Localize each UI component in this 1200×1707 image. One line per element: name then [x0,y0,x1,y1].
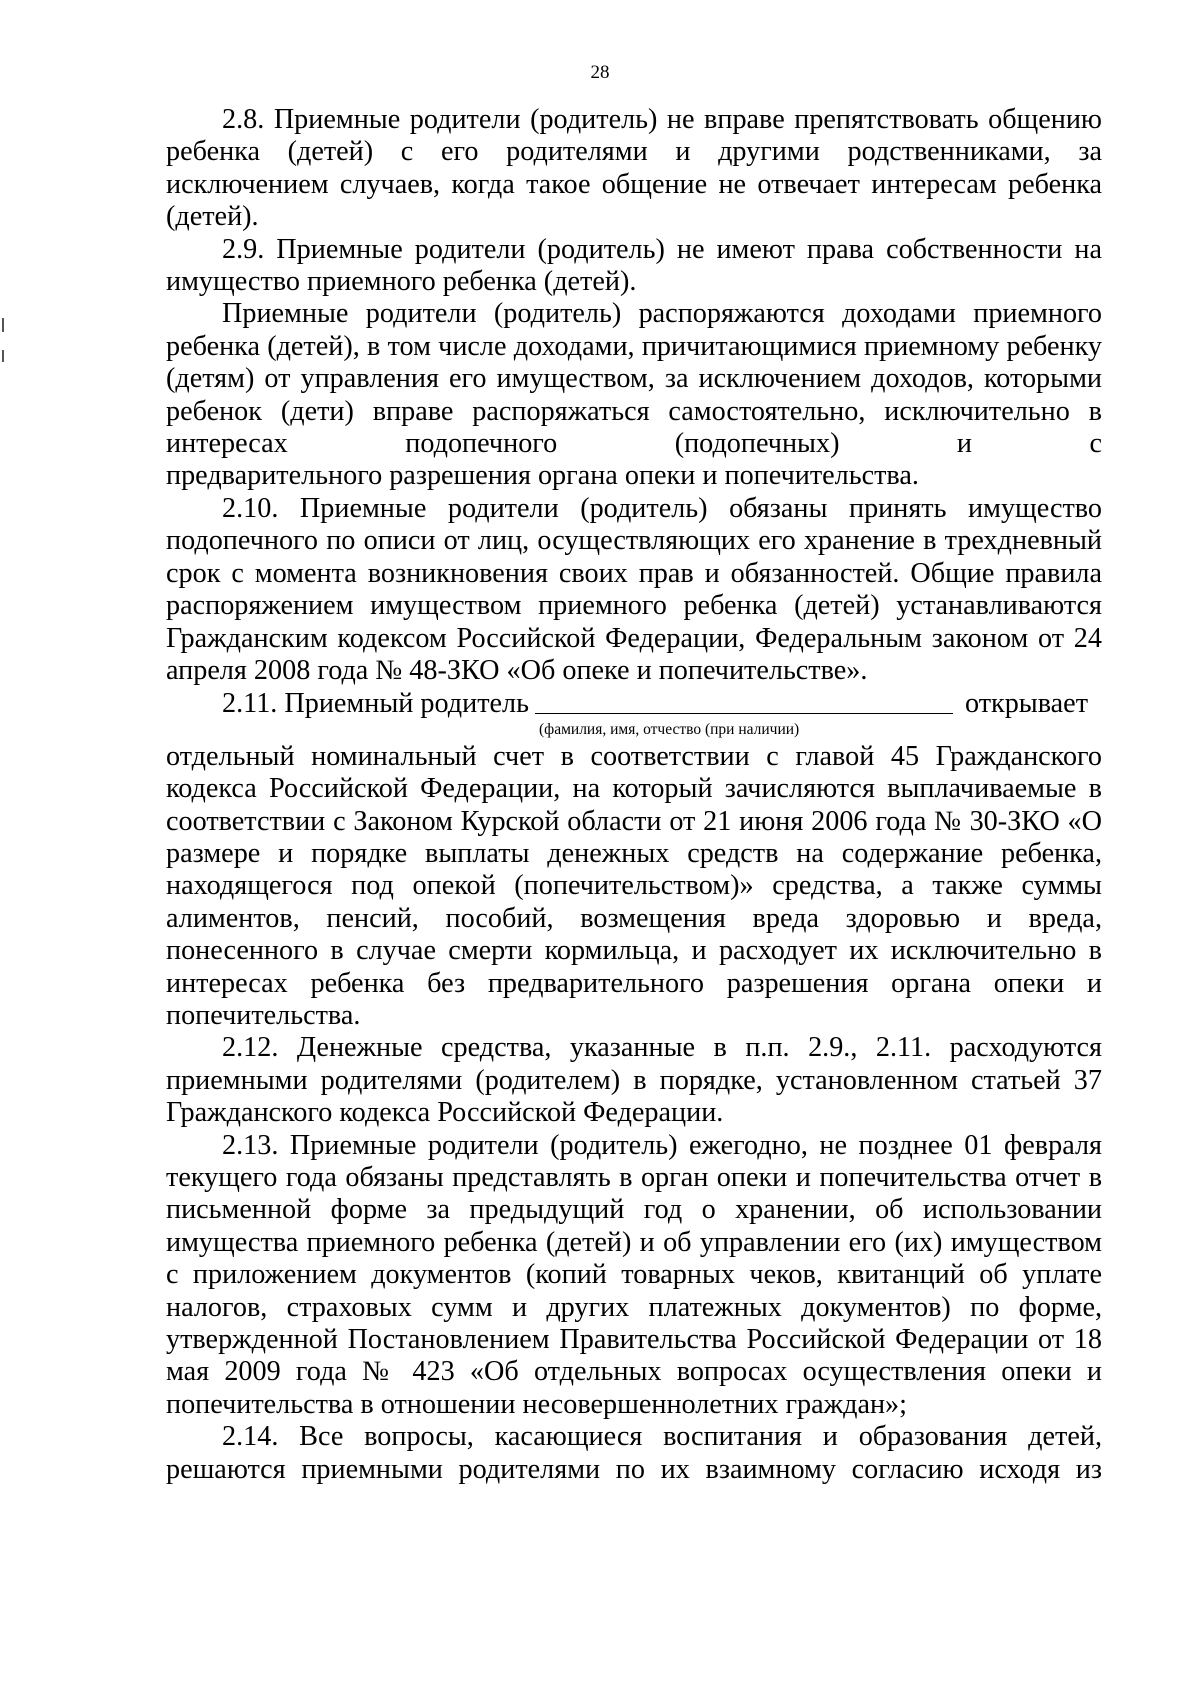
paragraph-2-11-body: отдельный номинальный счет в соответствии с главой 45 Гражданского кодекса Российской Федерации, на который зачисляются выплачиваемые в соответствии с Законом Курской области от 21 июня 2006 года № 30-ЗКО «О размере и порядке выплаты денежных средств на содержание ребенка, находящегося под опекой (попечительством)» средства, а также суммы алиментов, пенсий, пособий, возмещения вреда здоровью и вреда, понесенного в случае смерти кормильца, и расходует их исключительно в интересах ребенка без предварительного разрешения органа опеки и попечительства. [166,740,1102,1031]
paragraph-2-13: 2.13. Приемные родители (родитель) ежегодно, не позднее 01 февраля текущего года обязаны представлять в орган опеки и попечительства отчет в письменной форме за предыдущий год о хранении, об использовании имущества приемного ребенка (детей) и об управлении его (их) имуществом с приложением документов (копий товарных чеков, квитанций об уплате налогов, страховых сумм и других платежных документов) по форме, утвержденной Постановлением Правительства Российской Федерации от 18 мая 2009 года № 423 «Об отдельных вопросах осуществления опеки и попечительства в отношении несовершеннолетних граждан»; [166,1129,1102,1420]
paragraph-2-11-after-line: открывает [964,688,1089,720]
name-field-caption: (фамилия, имя, отчество (при наличии) [539,720,800,738]
paragraph-2-12: 2.12. Денежные средства, указанные в п.п. 2.9., 2.11. расходуются приемными родителями (родителем) в порядке, установленном статьей 37 Гражданского кодекса Российской Федерации. [166,1032,1102,1129]
paragraph-2-9-continuation-end: предварительного разрешения органа опеки и попечительства. [166,460,919,492]
paragraph-2-8: 2.8. Приемные родители (родитель) не вправе препятствовать общению ребенка (детей) с его родителями и другими родственниками, за исключением случаев, когда такое общение не отвечает интересам ребенка (детей). [166,104,1102,233]
scan-margin-mark [2,350,4,362]
paragraph-2-9: 2.9. Приемные родители (родитель) не имеют права собственности на имущество приемного ребенка (детей). [166,233,1102,298]
scan-margin-mark [2,318,4,332]
paragraph-2-11-prefix: 2.11. Приемный родитель [222,688,529,720]
paragraph-2-9-continuation: Приемные родители (родитель) распоряжаются доходами приемного ребенка (детей), в том числе доходами, причитающимися приемному ребенку (детям) от управления его имуществом, за исключением доходов, которыми ребенок (дети) вправе распоряжаться самостоятельно, исключительно в интересах подопечного (подопечных) и с [166,298,1102,460]
paragraph-2-11-field-row [166,687,1102,720]
paragraph-2-14: 2.14. Все вопросы, касающиеся воспитания и образования детей, решаются приемными родителями по их взаимному согласию исходя из [166,1421,1102,1485]
name-blank-field[interactable] [535,689,953,714]
paragraph-2-10: 2.10. Приемные родители (родитель) обязаны принять имущество подопечного по описи от лиц, осуществляющих его хранение в трехдневный срок с момента возникновения своих прав и обязанностей. Общие правила распоряжением имуществом приемного ребенка (детей) устанавливаются Гражданским кодексом Российской Федерации, Федеральным законом от 24 апреля 2008 года № 48-ЗКО «Об опеке и попечительстве». [166,492,1102,686]
document-body [166,104,1102,1486]
page-number: 28 [590,62,610,83]
